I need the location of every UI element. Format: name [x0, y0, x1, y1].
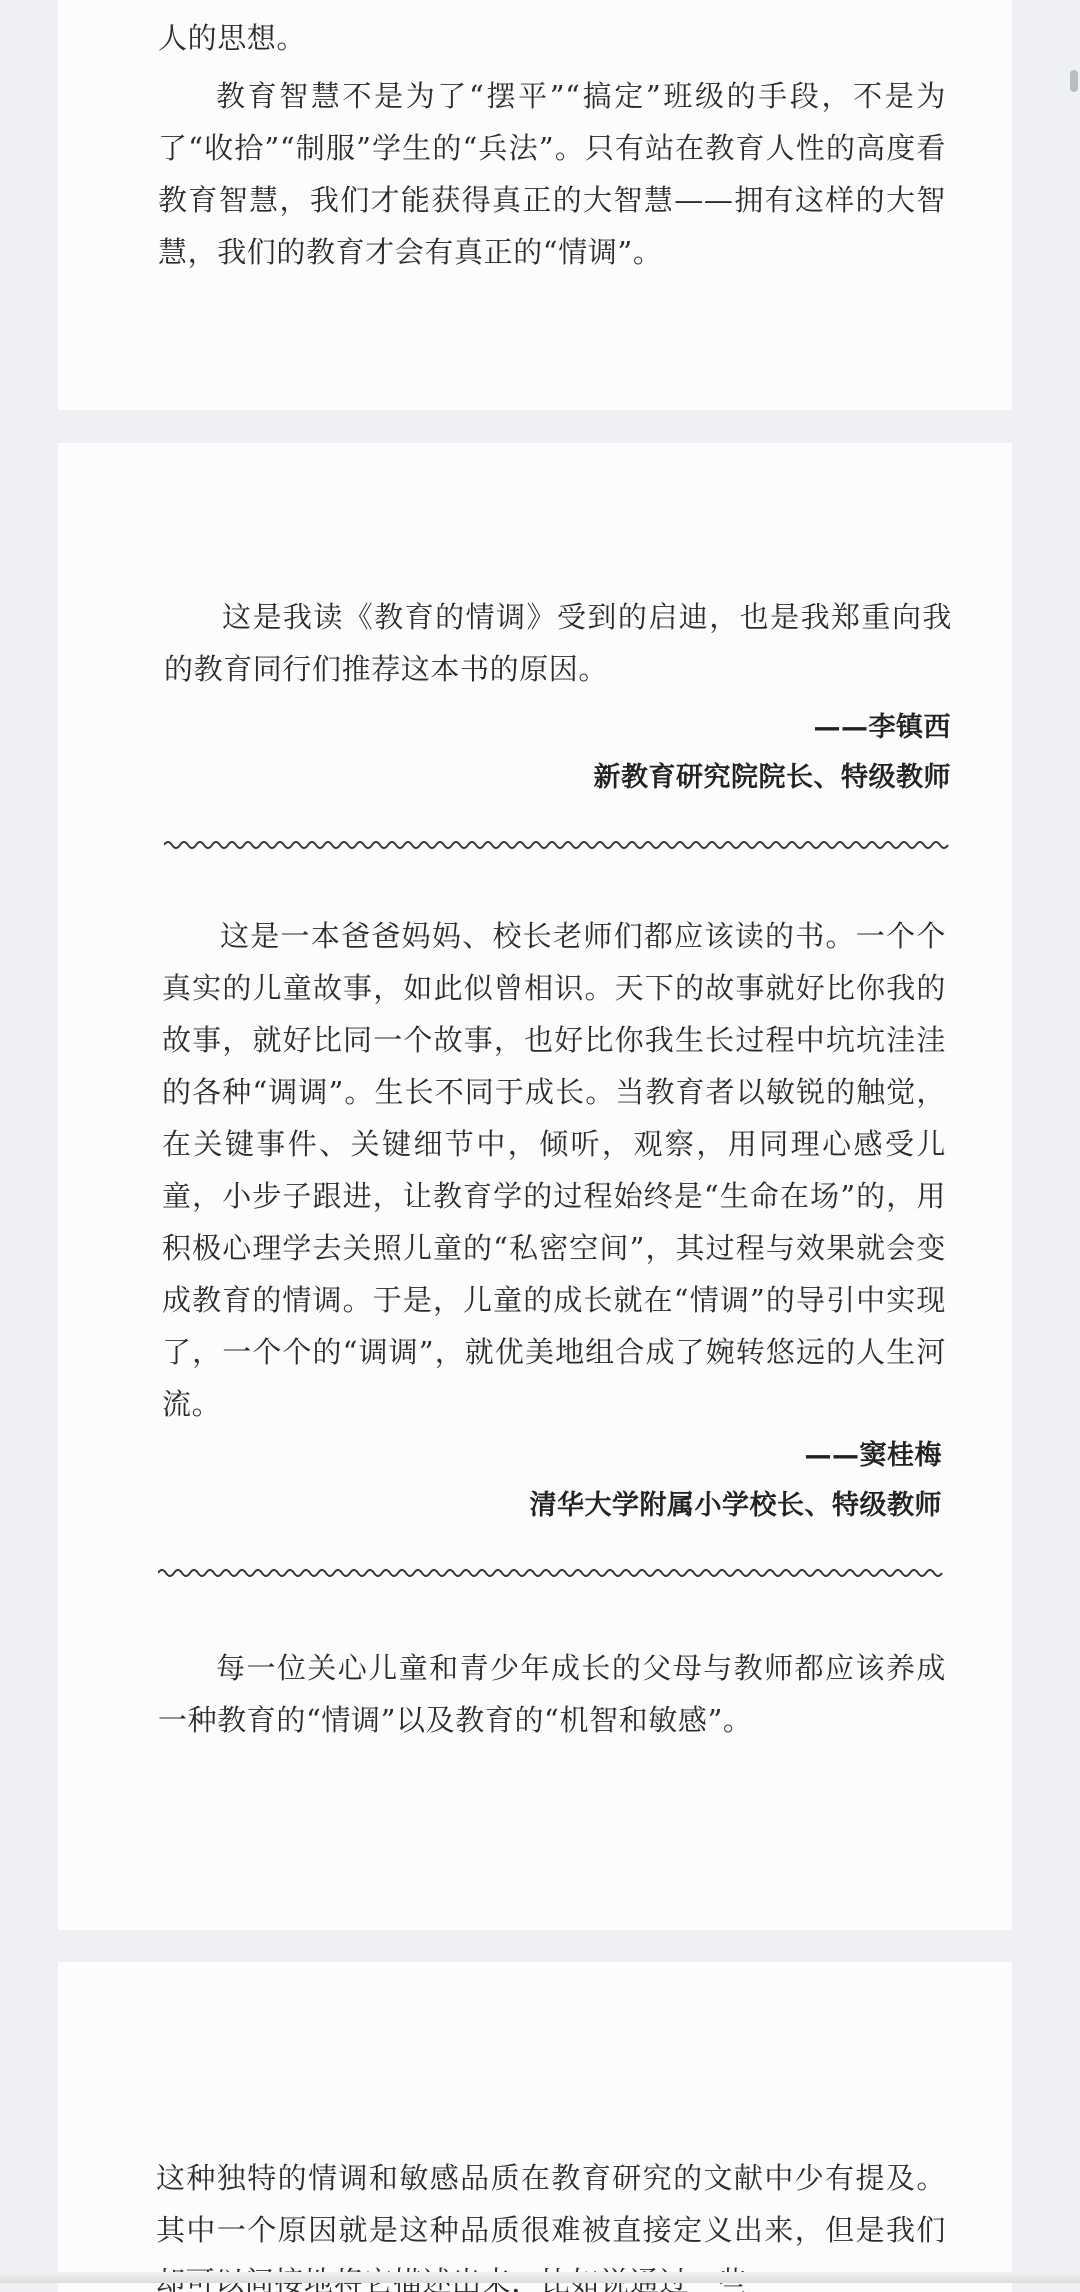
review-2-author: ——窦桂梅: [804, 1440, 942, 1471]
wavy-divider-2: [158, 1565, 945, 1581]
scrollbar-thumb[interactable]: [1070, 70, 1078, 92]
review-1-text: 这是我读《教育的情调》受到的启迪，也是我郑重向我的教育同行们推荐这本书的原因。: [164, 600, 952, 686]
page3-paragraph: 这种独特的情调和敏感品质在教育研究的文献中少有提及。其中一个原因就是这种品质很难被直接定义出来，但是我们: [156, 2161, 946, 2247]
review-2-title: 清华大学附属小学校长、特级教师: [529, 1490, 942, 1521]
book-page-1: [58, 0, 1012, 410]
page1-partial-line: 人的思想。: [158, 21, 307, 55]
book-page-2: [58, 443, 1012, 1930]
review-3-text: 每一位关心儿童和青少年成长的父母与教师都应该养成一种教育的“情调”以及教育的“机智和敏感”。: [158, 1651, 946, 1737]
review-1-author: ——李镇西: [813, 712, 951, 743]
review-1-title: 新教育研究院院长、特级教师: [593, 762, 951, 793]
book-page-3: [58, 1962, 1012, 2292]
wavy-divider-1: [164, 837, 951, 853]
page1-paragraph: 教育智慧不是为了“摆平”“搞定”班级的手段，不是为了“收拾”“制服”学生的“兵法”。只有站在教育人性的高度看教育智慧，我们才能获得真正的大智慧——拥有这样的大智慧，我们的教育才会有真正的“情调”。: [158, 79, 946, 269]
review-2-text: 这是一本爸爸妈妈、校长老师们都应该读的书。一个个真实的儿童故事，如此似曾相识。天下的故事就好比你我的故事，就好比同一个故事，也好比你我生长过程中坑坑洼洼的各种“调调”。生长不同于成长。当教育者以敏锐的触觉，在关键事件、关键细节中，倾听，观察，用同理心感受儿童，小步子跟进，让教育学的过程始终是“生命在场”的，用积极心理学去关照儿童的“私密空间”，其过程与效果就会变成教育的情调。于是，儿童的成长就在“情调”的导引中实现了，一个个的“调调”，就优美地组合成了婉转悠远的人生河流。: [162, 919, 946, 1421]
bottom-edge-shadow: [0, 2272, 1080, 2283]
